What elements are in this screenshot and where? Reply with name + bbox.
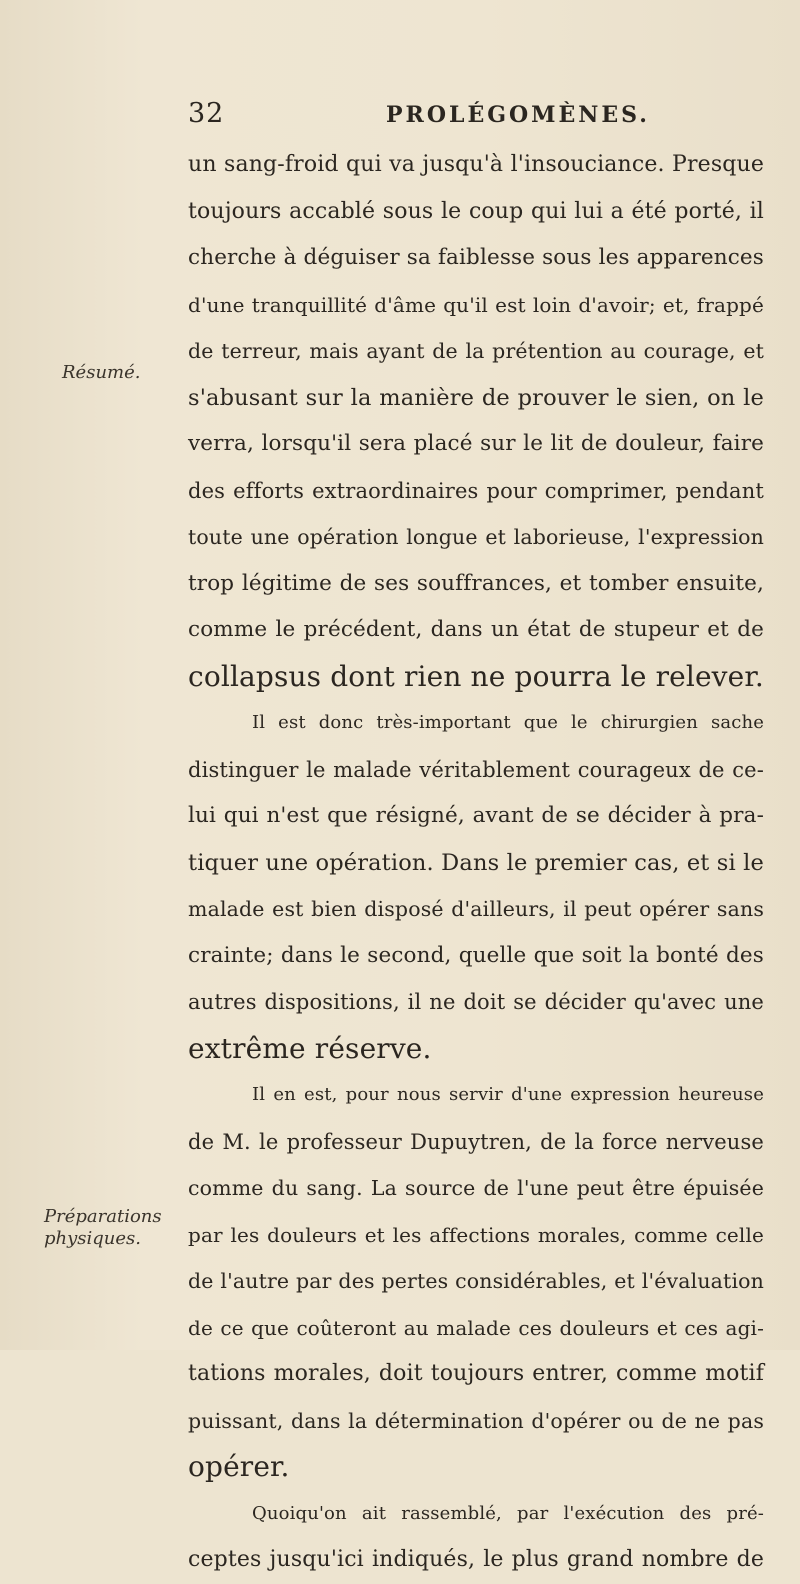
text-line: s'abusant sur la manière de prouver le sien, on le xyxy=(188,384,764,411)
text-line: Il est donc très-important que le chirurgien sache xyxy=(252,712,764,733)
margin-note-resume: Résumé. xyxy=(62,362,141,383)
text-line: Il en est, pour nous servir d'une expression heureuse xyxy=(252,1084,764,1105)
text-line: autres dispositions, il ne doit se décider qu'avec une xyxy=(188,990,764,1014)
text-line: par les douleurs et les affections morales, comme celle xyxy=(188,1222,764,1247)
margin-note-preparations-line1: Préparations xyxy=(44,1206,162,1227)
text-line: de M. le professeur Dupuytren, de la force nerveuse xyxy=(188,1129,764,1154)
page-number: 32 xyxy=(188,98,225,129)
text-line: puissant, dans la détermination d'opérer ou de ne pas xyxy=(188,1408,764,1433)
text-line: d'une tranquillité d'âme qu'il est loin d'avoir; et, frappé xyxy=(188,292,764,317)
margin-note-preparations xyxy=(44,1206,162,1250)
text-line: extrême réserve. xyxy=(188,1031,432,1065)
text-line: de terreur, mais ayant de la prétention au courage, et xyxy=(188,339,764,363)
text-line: comme le précédent, dans un état de stupeur et de xyxy=(188,617,764,642)
text-line: crainte; dans le second, quelle que soit la bonté des xyxy=(188,942,764,968)
text-line: verra, lorsqu'il sera placé sur le lit de douleur, faire xyxy=(188,431,764,456)
text-line: toujours accablé sous le coup qui lui a été porté, il xyxy=(188,198,764,224)
page-header xyxy=(188,98,748,138)
text-line: de l'autre par des pertes considérables, et l'évaluation xyxy=(188,1269,764,1293)
text-line: lui qui n'est que résigné, avant de se décider à pra- xyxy=(188,803,764,828)
text-line: malade est bien disposé d'ailleurs, il peut opérer sans xyxy=(188,897,764,921)
text-line: tiquer une opération. Dans le premier cas, et si le xyxy=(188,849,764,876)
margin-note-preparations-line2: physiques. xyxy=(44,1228,142,1249)
text-line: tations morales, doit toujours entrer, comme motif xyxy=(188,1361,764,1386)
text-line: toute une opération longue et laborieuse, l'expression xyxy=(188,525,764,549)
text-line: collapsus dont rien ne pourra le relever. xyxy=(188,659,764,693)
text-line: des efforts extraordinaires pour comprimer, pendant xyxy=(188,478,764,503)
text-line: comme du sang. La source de l'une peut être épuisée xyxy=(188,1176,764,1200)
text-line: un sang-froid qui va jusqu'à l'insouciance. Presque xyxy=(188,152,764,177)
body-text xyxy=(188,142,764,1584)
text-line: Quoiqu'on ait rassemblé, par l'exécution des pré- xyxy=(252,1502,764,1524)
text-line: trop légitime de ses souffrances, et tomber ensuite, xyxy=(188,570,764,596)
text-line: distinguer le malade véritablement courageux de ce- xyxy=(188,757,764,782)
text-line: ceptes jusqu'ici indiqués, le plus grand nombre de xyxy=(188,1547,764,1572)
text-line: de ce que coûteront au malade ces douleurs et ces agi- xyxy=(188,1315,764,1340)
text-line: opérer. xyxy=(188,1450,290,1483)
running-title: PROLÉGOMÈNES. xyxy=(386,102,650,128)
text-line: cherche à déguiser sa faiblesse sous les apparences xyxy=(188,245,764,270)
